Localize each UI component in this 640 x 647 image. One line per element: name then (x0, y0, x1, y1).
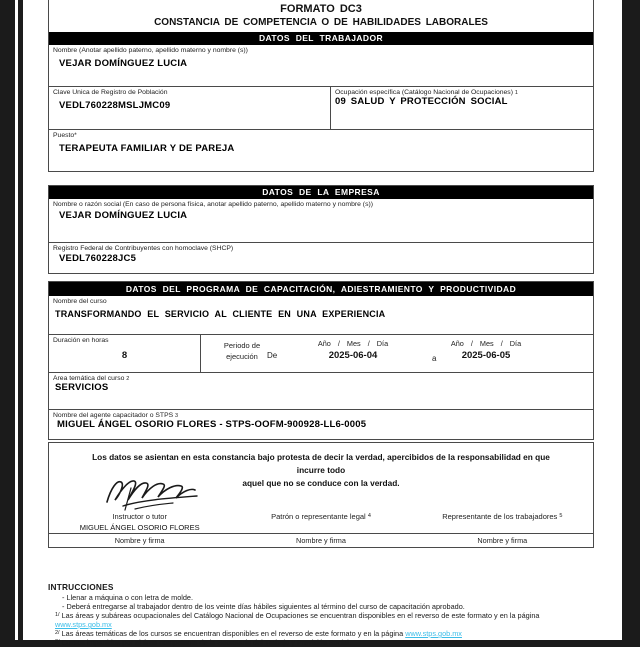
stps-link-2[interactable]: www.stps.gob.mx (405, 629, 462, 638)
instruction-line-1: - Llenar a máquina o con letra de molde. (62, 593, 194, 602)
workers-rep-label: Representante de los trabajadores $^5$ (442, 512, 563, 521)
footnote-marker-3: 3/ (55, 639, 60, 645)
employer-footnote-marker: 4 (367, 513, 371, 519)
footnote-line-3: $^{3/}$ Cursos impartidos por el área competente de la Secretaría del Trabajo y Previsión Social. (55, 638, 351, 647)
course-name-label: Nombre del curso (53, 298, 107, 305)
trainer-row (49, 409, 593, 439)
occupation-value: 09 SALUD Y PROTECCIÓN SOCIAL (335, 96, 508, 107)
period-from-label: De (267, 351, 278, 360)
section-bar-worker: DATOS DEL TRABAJADOR (49, 32, 593, 45)
instructor-column (49, 511, 230, 533)
trainer-value: MIGUEL ÁNGEL OSORIO FLORES - STPS-OOFM-900928-LL6-0005 (57, 419, 367, 430)
course-name-row (49, 296, 593, 334)
section-bar-program: DATOS DEL PROGRAMA DE CAPACITACIÓN, ADIESTRAMIENTO Y PRODUCTIVIDAD (49, 282, 593, 296)
curp-label: Clave Única de Registro de Población (53, 89, 168, 96)
worker-name-label: Nombre (Anotar apellido paterno, apellido materno y nombre (s)) (53, 47, 248, 54)
curp-occupation-row (49, 86, 593, 129)
business-name-value: VEJAR DOMÍNGUEZ LUCIA (59, 210, 188, 221)
rfc-row (49, 242, 593, 273)
signature-box (48, 442, 594, 548)
footnote-line-2: $^{2/}$ Las áreas temáticas de los cursos se encuentran disponibles en el reverso de este formato y en la página www.stps.gob.mx (55, 629, 462, 638)
worker-name-value: VEJAR DOMÍNGUEZ LUCIA (59, 58, 188, 69)
duration-period-row (49, 334, 593, 372)
footnote-marker-1: 1/ (55, 612, 60, 618)
theme-row (49, 372, 593, 409)
theme-value: SERVICIOS (55, 382, 109, 393)
period-cell (201, 335, 593, 372)
period-label: Periodo de ejecución (223, 341, 261, 361)
document-page (15, 0, 622, 647)
start-date-value: 2025-06-04 (328, 350, 378, 361)
theme-footnote-marker: 2 (126, 376, 130, 382)
date-header-end: Año / Mes / Día (450, 339, 522, 348)
worker-name-row (49, 45, 593, 86)
program-data-table (48, 281, 594, 440)
trainer-footnote-marker: 3 (175, 413, 179, 419)
form-title: CONSTANCIA DE COMPETENCIA O DE HABILIDADES LABORALES (154, 17, 488, 28)
worker-data-table (48, 0, 594, 172)
instruction-line-2: - Deberá entregarse al trabajador dentro de los veinte días hábiles siguientes al término del curso de capacitación aprobado. (62, 602, 465, 611)
occupation-cell (331, 87, 593, 129)
rfc-value: VEDL760228JC5 (59, 253, 137, 264)
period-to-label: a (432, 354, 437, 363)
instructions-block (48, 583, 594, 647)
duration-label: Duración en horas (53, 337, 109, 344)
instructions-heading: INTRUCCIONES (48, 582, 114, 592)
instructor-label: Instructor o tutor (112, 512, 167, 521)
duration-value: 8 (121, 350, 128, 361)
position-row (49, 129, 593, 171)
instructor-name: MIGUEL ÁNGEL OSORIO FLORES (79, 523, 200, 532)
duration-cell (49, 335, 201, 372)
form-code: FORMATO DC3 (280, 3, 362, 15)
trainer-label: Nombre del agente capacitador o STPS $^3$ (53, 412, 179, 419)
section-bar-company: DATOS DE LA EMPRESA (49, 186, 593, 199)
name-signature-label-1: Nombre y firma (114, 536, 165, 545)
footnote-line-1: $^{1/}$ Las áreas y subáreas ocupacionales del Catálogo Nacional de Ocupaciones se encuentran disponibles en el reverso de este formato y en la página www.stps.gob.mx (55, 611, 540, 629)
course-name-value: TRANSFORMANDO EL SERVICIO AL CLIENTE EN UNA EXPERIENCIA (55, 309, 386, 319)
employer-column (230, 511, 411, 533)
rfc-label: Registro Federal de Contribuyentes con homoclave (SHCP) (53, 245, 234, 252)
declaration-text: Los datos se asientan en esta constancia bajo protesta de decir la verdad, apercibidos de la responsabilidad en que incurre todo aquel que no se conduce con la verdad. (92, 452, 550, 488)
company-data-table (48, 185, 594, 274)
position-value: TERAPEUTA FAMILIAR Y DE PAREJA (59, 143, 235, 154)
footnote-marker-2: 2/ (55, 630, 60, 636)
employer-label: Patrón o representante legal $^4$ (271, 512, 371, 521)
date-header-start: Año / Mes / Día (317, 339, 389, 348)
page-edge-shadow (18, 0, 23, 640)
form-header (49, 0, 593, 32)
curp-value: VEDL760228MSLJMC09 (59, 100, 171, 111)
position-label: Puesto* (53, 132, 77, 139)
name-signature-label-2: Nombre y firma (296, 536, 346, 545)
theme-label: Área temática del curso $^2$ (53, 375, 130, 382)
occupation-footnote-marker: 1 (514, 90, 518, 96)
curp-cell (49, 87, 331, 129)
handwritten-signature (101, 476, 219, 512)
stps-link-1[interactable]: www.stps.gob.mx (55, 620, 112, 629)
workers-rep-column (412, 511, 593, 533)
name-signature-label-3: Nombre y firma (477, 536, 528, 545)
name-signature-row (49, 533, 593, 547)
business-name-row (49, 199, 593, 242)
occupation-label: Ocupación específica (Catálogo Nacional de Ocupaciones) $^1$ (335, 89, 518, 96)
business-name-label: Nombre o razón social (En caso de persona física, anotar apellido paterno, apellido materno y nombre (s)) (53, 201, 373, 208)
signature-roles-row (49, 511, 593, 533)
end-date-value: 2025-06-05 (461, 350, 511, 361)
workers-rep-footnote-marker: 5 (559, 513, 563, 519)
